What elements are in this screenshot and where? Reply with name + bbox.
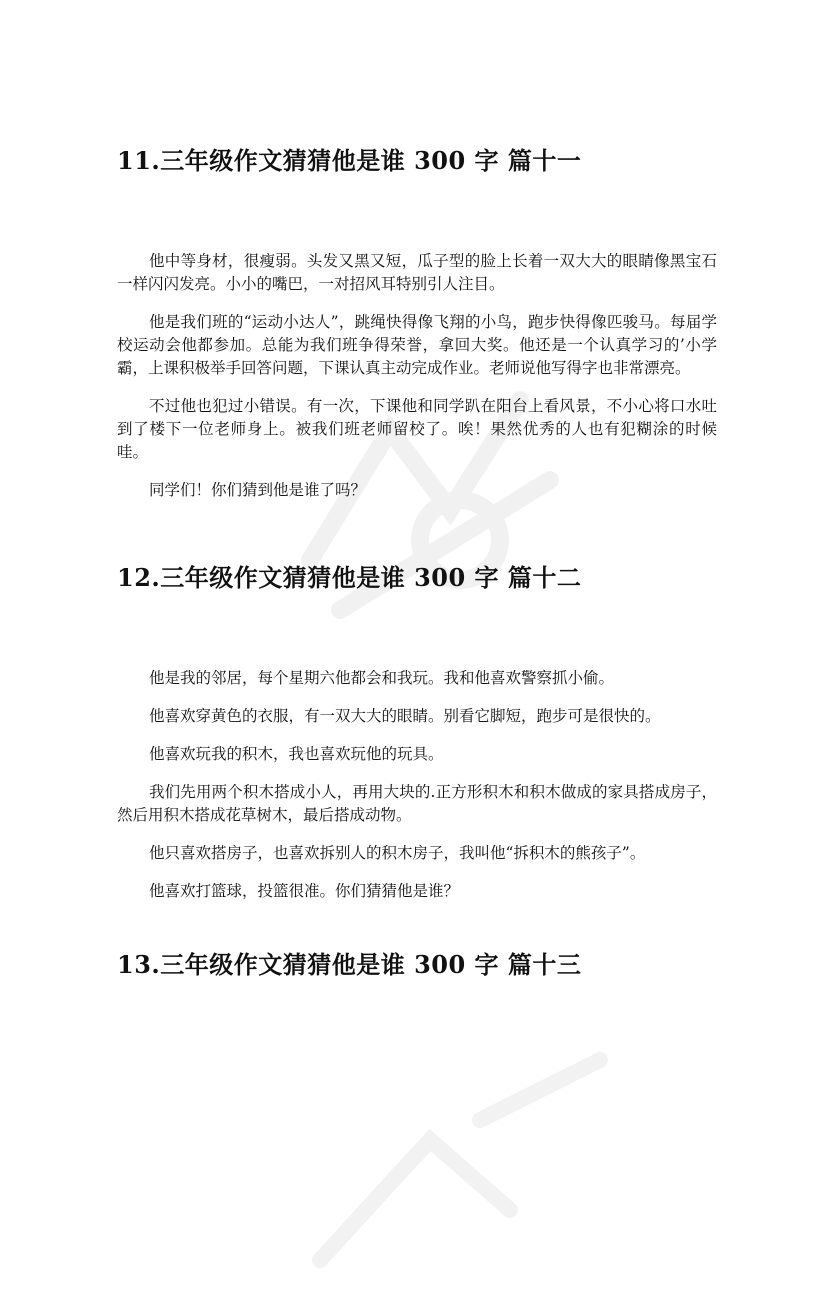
paragraph: 他喜欢打篮球，投篮很准。你们猜猜他是谁？	[149, 882, 460, 900]
watermark-graphic-bottom	[280, 1000, 640, 1300]
paragraph: 他中等身材，很瘦弱。头发又黑又短，瓜子型的脸上长着一双大大的眼睛像黑宝石一样闪闪发亮。小小的嘴巴，一对招风耳特别引人注目。	[117, 252, 717, 293]
paragraph: 他是我的邻居，每个星期六他都会和我玩。我和他喜欢警察抓小偷。	[149, 669, 615, 687]
essay-section-11	[117, 145, 717, 502]
paragraph: 他喜欢玩我的积木，我也喜欢玩他的玩具。	[149, 745, 444, 763]
paragraph: 不过他也犯过小错误。有一次，下课他和同学趴在阳台上看风景，不小心将口水吐到了楼下一位老师身上。被我们班老师留校了。唉！果然优秀的人也有犯糊涂的时候哇。	[117, 397, 717, 461]
section-body	[117, 667, 717, 903]
paragraph: 同学们！你们猜到他是谁了吗？	[149, 481, 367, 499]
essay-section-12	[117, 562, 717, 903]
section-heading: 13.三年级作文猜猜他是谁 300 字 篇十三	[117, 950, 582, 979]
paragraph: 我们先用两个积木搭成小人，再用大块的.正方形积木和积木做成的家具搭成房子，然后用积木搭成花草树木，最后搭成动物。	[117, 783, 717, 824]
section-body	[117, 250, 717, 502]
paragraph: 他喜欢穿黄色的衣服，有一双大大的眼睛。别看它脚短，跑步可是很快的。	[149, 707, 661, 725]
essay-section-13	[117, 949, 717, 981]
paragraph: 他只喜欢搭房子，也喜欢拆别人的积木房子，我叫他“拆积木的熊孩子”。	[149, 844, 646, 862]
section-heading: 12.三年级作文猜猜他是谁 300 字 篇十二	[117, 563, 582, 592]
section-heading: 11.三年级作文猜猜他是谁 300 字 篇十一	[117, 146, 582, 175]
paragraph: 他是我们班的“运动小达人”，跳绳快得像飞翔的小鸟，跑步快得像匹骏马。每届学校运动会他都参加。总能为我们班争得荣誉，拿回大奖。他还是一个认真学习的’小学霸，上课积极举手回答问题，下课认真主动完成作业。老师说他写得字也非常漂亮。	[117, 313, 717, 377]
